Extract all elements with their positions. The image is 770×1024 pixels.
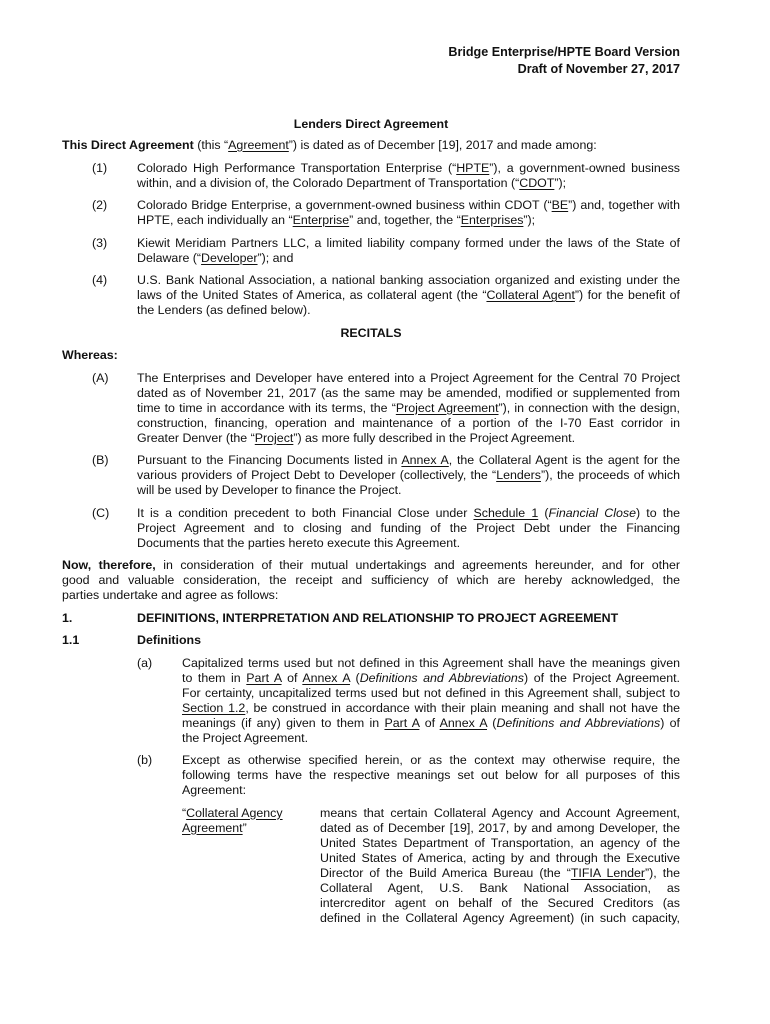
section-1-1-heading xyxy=(62,633,680,648)
text-run: , be construed in accordance with their plain meaning and shall not have the xyxy=(245,700,680,715)
text-run: of xyxy=(281,670,303,685)
italic-reference: Definitions and Abbreviations xyxy=(496,715,661,730)
bold-text: This Direct Agreement xyxy=(62,137,194,152)
section-number: 1. xyxy=(62,610,73,625)
paragraph-text xyxy=(182,656,680,746)
text-run: ”) and, together with xyxy=(568,198,680,212)
underlined-term: TIFIA Lender xyxy=(570,865,646,880)
text-run: Except as otherwise specified herein, or as the context may otherwise require, the xyxy=(182,753,680,767)
underlined-term: Section 1.2 xyxy=(182,700,246,715)
text-run: Pursuant to the Financing Documents listed in xyxy=(137,453,402,467)
text-run: various providers of Project Debt to Developer (collectively, the “ xyxy=(137,468,497,482)
text-run: dated as of November 21, 2017 (as the same may be amended, modified or supplemented from xyxy=(137,385,680,400)
recital-number: (B) xyxy=(92,453,109,467)
text-run: within, and a division of, the Colorado Department of Transportation (“ xyxy=(137,175,520,190)
text-line xyxy=(62,573,680,588)
party-text xyxy=(137,236,680,266)
text-run: ( xyxy=(487,715,497,730)
text-run: will be used by Developer to finance the Project. xyxy=(137,483,402,497)
text-line xyxy=(182,821,320,836)
recital-c xyxy=(62,506,680,551)
text-run: Delaware (“ xyxy=(137,250,202,265)
party-text xyxy=(137,273,680,318)
text-run: U.S. Bank National Association, a national banking association organized and existing under the xyxy=(137,273,680,287)
text-run: The Enterprises and Developer have entered into a Project Agreement for the Central 70 Project xyxy=(137,370,680,385)
text-run: (this “ xyxy=(193,137,229,152)
preamble xyxy=(62,138,680,153)
text-line xyxy=(182,671,680,686)
text-line xyxy=(137,386,680,401)
board-version-label: Bridge Enterprise/HPTE Board Version xyxy=(448,44,680,59)
recital-text xyxy=(137,506,680,551)
text-run: meanings (if any) given to them in xyxy=(182,715,385,730)
paragraph-text xyxy=(182,753,680,798)
text-run: ”), the proceeds of which xyxy=(540,468,680,482)
text-run: ” xyxy=(242,820,247,835)
text-run: ”) is dated as of December [19], 2017 and made among: xyxy=(288,137,597,152)
defined-term xyxy=(182,806,320,926)
text-line xyxy=(137,288,680,303)
party-clause-4 xyxy=(62,273,680,318)
section-1-heading xyxy=(62,611,680,626)
text-line xyxy=(182,656,680,671)
underlined-term: Enterprise xyxy=(292,213,350,227)
underlined-term: Annex A xyxy=(302,670,350,685)
document-header xyxy=(62,44,680,78)
text-run: dated as of December [19], 2017, by and among Developer, the xyxy=(320,820,680,835)
party-clause-1 xyxy=(62,161,680,191)
text-line xyxy=(137,468,680,483)
text-run: the Project Agreement. xyxy=(182,730,309,745)
text-line xyxy=(137,251,680,266)
party-text xyxy=(137,198,680,228)
text-run: of xyxy=(419,715,440,730)
text-run: ( xyxy=(538,505,549,520)
text-run: in consideration of their mutual undertakings and agreements hereunder, and for other xyxy=(155,558,681,572)
text-line xyxy=(62,588,680,603)
text-line xyxy=(182,768,680,783)
recital-text xyxy=(137,371,680,446)
underlined-term: Lenders xyxy=(496,468,541,482)
text-run: ) to the xyxy=(635,505,680,520)
text-line xyxy=(137,453,680,468)
whereas-label: Whereas: xyxy=(62,348,118,362)
text-run: “ xyxy=(182,805,187,820)
subsection-title: Definitions xyxy=(137,633,202,647)
text-line xyxy=(182,716,680,731)
paragraph-number: (b) xyxy=(137,753,153,767)
text-line xyxy=(137,536,680,551)
text-run: means that certain Collateral Agency and Account Agreement, xyxy=(320,805,680,820)
recitals-heading: RECITALS xyxy=(340,325,402,340)
text-run: ) of the Project Agreement. xyxy=(524,670,680,685)
text-line xyxy=(137,176,680,191)
text-run: good and valuable consideration, the receipt and sufficiency of which are hereby acknowledged, the xyxy=(62,573,680,587)
text-run: Colorado High Performance Transportation Enterprise (“ xyxy=(137,160,457,175)
italic-reference: Financial Close xyxy=(548,505,636,520)
text-run: ( xyxy=(349,670,360,685)
draft-date-label: Draft of November 27, 2017 xyxy=(517,61,680,76)
text-line xyxy=(320,896,680,911)
text-run: ”); xyxy=(523,213,536,227)
text-line xyxy=(137,506,680,521)
text-run: ”), the xyxy=(645,865,680,880)
text-line xyxy=(137,236,680,251)
text-line xyxy=(182,783,680,798)
recital-text xyxy=(137,453,680,498)
text-run: construction, financing, operation and maintenance of a portion of the I-70 East corridor in xyxy=(137,415,680,430)
underlined-term: Project xyxy=(254,430,294,445)
text-line xyxy=(137,401,680,416)
definition-entry xyxy=(62,806,680,926)
text-run: ”); and xyxy=(257,250,294,265)
text-line xyxy=(320,866,680,881)
text-line xyxy=(62,558,680,573)
text-run: ” and, together, the “ xyxy=(349,213,461,227)
party-number: (4) xyxy=(92,273,108,287)
text-run: Director of the Build America Bureau (the “ xyxy=(320,865,571,880)
text-run: ”); xyxy=(554,175,567,190)
document-title: Lenders Direct Agreement xyxy=(293,116,449,131)
text-run: ) of xyxy=(660,715,680,730)
underlined-term: Agreement xyxy=(228,137,289,152)
text-run: the Lenders (as defined below). xyxy=(137,303,311,317)
text-line xyxy=(182,686,680,701)
bold-text: Now, therefore, xyxy=(62,558,156,572)
underlined-term: HPTE xyxy=(456,160,490,175)
text-line xyxy=(137,416,680,431)
definition-meaning xyxy=(320,806,680,926)
underlined-term: CDOT xyxy=(519,175,555,190)
text-line xyxy=(320,851,680,866)
text-line xyxy=(182,806,320,821)
text-line xyxy=(320,806,680,821)
text-line xyxy=(320,836,680,851)
underlined-term: Collateral Agent xyxy=(486,288,575,302)
text-run: Colorado Bridge Enterprise, a government-owned business within CDOT (“ xyxy=(137,198,552,212)
party-clause-3 xyxy=(62,236,680,266)
text-line xyxy=(137,431,680,446)
text-line xyxy=(137,303,680,318)
italic-reference: Definitions and Abbreviations xyxy=(359,670,525,685)
text-line xyxy=(320,881,680,896)
text-run: intercreditor agent on behalf of the Secured Creditors (as xyxy=(320,895,680,910)
text-line xyxy=(182,753,680,768)
underlined-term: Collateral Agency xyxy=(186,805,283,820)
subsection-number: 1.1 xyxy=(62,633,80,647)
party-clause-2 xyxy=(62,198,680,228)
paragraph-number: (a) xyxy=(137,655,153,670)
recital-a xyxy=(62,371,680,446)
text-run: For certainty, uncapitalized terms used but not defined in this Agreement shall, subject to xyxy=(182,685,680,700)
definitions-paragraph-a xyxy=(62,656,680,746)
text-line xyxy=(137,483,680,498)
party-number: (1) xyxy=(92,160,108,175)
text-line xyxy=(320,911,680,926)
underlined-term: Annex A xyxy=(439,715,487,730)
text-run: time to time in accordance with its terms, the “ xyxy=(137,400,396,415)
party-text xyxy=(137,161,680,191)
recital-b xyxy=(62,453,680,498)
party-number: (2) xyxy=(92,198,108,212)
underlined-term: Part A xyxy=(246,670,282,685)
operative-clause xyxy=(62,558,680,603)
text-line xyxy=(137,371,680,386)
text-line xyxy=(182,731,680,746)
party-number: (3) xyxy=(92,235,108,250)
text-run: to them in xyxy=(182,670,247,685)
text-line xyxy=(137,161,680,176)
text-run: defined in the Collateral Agency Agreement) (in such capacity, xyxy=(320,910,680,925)
text-line xyxy=(137,521,680,536)
text-line xyxy=(182,701,680,716)
text-run: ”) for the benefit of xyxy=(574,288,681,302)
text-run: Collateral Agent, U.S. Bank National Association, as xyxy=(320,880,680,895)
text-run: Agreement: xyxy=(182,783,247,797)
recital-number: (C) xyxy=(92,505,110,520)
text-run: HPTE, each individually an “ xyxy=(137,213,293,227)
text-run: ”), in connection with the design, xyxy=(498,400,680,415)
text-run: It is a condition precedent to both Financial Close under xyxy=(137,505,474,520)
text-run: Documents that the parties hereto execute this Agreement. xyxy=(137,535,461,550)
text-run: ”) as more fully described in the Project Agreement. xyxy=(293,430,576,445)
underlined-term: BE xyxy=(551,198,569,212)
text-run: parties undertake and agree as follows: xyxy=(62,588,279,602)
underlined-term: Annex A xyxy=(401,453,449,467)
text-line xyxy=(137,198,680,213)
text-line xyxy=(320,821,680,836)
section-title: DEFINITIONS, INTERPRETATION AND RELATIONSHIP TO PROJECT AGREEMENT xyxy=(137,610,619,625)
definitions-paragraph-b xyxy=(62,753,680,798)
text-run: Project Agreement and to closing and funding of the Project Debt under the Financing xyxy=(137,520,680,535)
text-line xyxy=(137,213,680,228)
text-line xyxy=(62,138,680,153)
text-run: laws of the United States of America, as collateral agent (the “ xyxy=(137,288,487,302)
text-run: ”), a government-owned business xyxy=(489,160,681,175)
text-run: Capitalized terms used but not defined in this Agreement shall have the meanings given xyxy=(182,655,680,670)
underlined-term: Agreement xyxy=(182,820,243,835)
underlined-term: Part A xyxy=(384,715,420,730)
text-run: United States of America, acting by and through the Executive xyxy=(320,850,680,865)
text-run: United States Department of Transportation, an agency of the xyxy=(320,835,680,850)
underlined-term: Enterprises xyxy=(460,213,524,227)
text-line xyxy=(137,273,680,288)
text-run: , the Collateral Agent is the agent for the xyxy=(448,453,681,467)
underlined-term: Project Agreement xyxy=(395,400,499,415)
recital-number: (A) xyxy=(92,370,109,385)
text-run: Kiewit Meridiam Partners LLC, a limited liability company formed under the laws of the State of xyxy=(137,235,680,250)
underlined-term: Schedule 1 xyxy=(473,505,539,520)
underlined-term: Developer xyxy=(201,250,258,265)
text-run: following terms have the respective meanings set out below for all purposes of this xyxy=(182,768,680,782)
text-run: Greater Denver (the “ xyxy=(137,430,255,445)
